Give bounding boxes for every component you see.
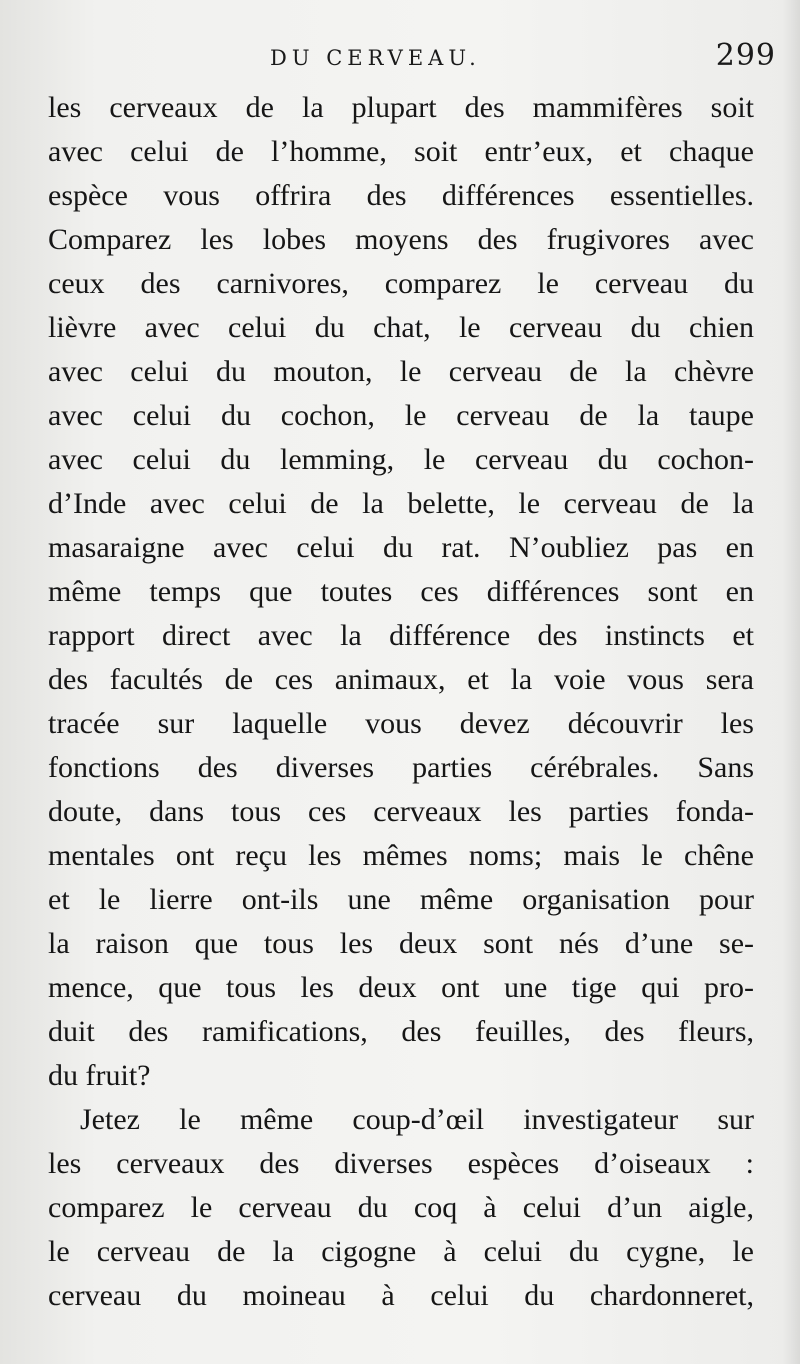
- text-line: tracée sur laquelle vous devez découvrir les: [48, 707, 754, 740]
- text-line: doute, dans tous ces cerveaux les parties fonda-: [48, 795, 754, 828]
- paragraph-2: [48, 1098, 754, 1318]
- page-number: 299: [715, 38, 776, 73]
- text-line: fonctions des diverses parties cérébrales. Sans: [48, 751, 754, 784]
- text-line: le cerveau de la cigogne à celui du cygne, le: [48, 1235, 754, 1268]
- text-line: des facultés de ces animaux, et la voie vous sera: [48, 663, 754, 696]
- text-line: mentales ont reçu les mêmes noms; mais le chêne: [48, 839, 754, 872]
- paragraph-1: [48, 86, 754, 1098]
- text-line: d’Inde avec celui de la belette, le cerveau de la: [48, 487, 754, 520]
- text-line: espèce vous offrira des différences essentielles.: [48, 179, 754, 212]
- text-line: rapport direct avec la différence des instincts et: [48, 619, 754, 652]
- text-line: masaraigne avec celui du rat. N’oubliez pas en: [48, 531, 754, 564]
- text-line: cerveau du moineau à celui du chardonneret,: [48, 1279, 754, 1312]
- text-line: avec celui du cochon, le cerveau de la taupe: [48, 399, 754, 432]
- text-line: Jetez le même coup-d’œil investigateur sur: [80, 1103, 754, 1136]
- running-head: DU CERVEAU.: [270, 46, 481, 70]
- text-line: duit des ramifications, des feuilles, des fleurs,: [48, 1015, 754, 1048]
- page-edge-shadow: [782, 0, 800, 1364]
- text-line: les cerveaux des diverses espèces d’oiseaux :: [48, 1147, 754, 1180]
- page-header: [48, 38, 776, 82]
- body-text: [48, 86, 754, 1318]
- text-line: même temps que toutes ces différences sont en: [48, 575, 754, 608]
- text-line: et le lierre ont-ils une même organisation pour: [48, 883, 754, 916]
- text-line: avec celui de l’homme, soit entr’eux, et chaque: [48, 135, 754, 168]
- text-line: avec celui du lemming, le cerveau du cochon-: [48, 443, 754, 476]
- text-line: lièvre avec celui du chat, le cerveau du chien: [48, 311, 754, 344]
- text-line: comparez le cerveau du coq à celui d’un aigle,: [48, 1191, 754, 1224]
- text-line: la raison que tous les deux sont nés d’une se-: [48, 927, 754, 960]
- text-line: mence, que tous les deux ont une tige qui pro-: [48, 971, 754, 1004]
- text-line: avec celui du mouton, le cerveau de la chèvre: [48, 355, 754, 388]
- text-line: les cerveaux de la plupart des mammifères soit: [48, 91, 754, 124]
- text-line: Comparez les lobes moyens des frugivores avec: [48, 223, 754, 256]
- text-line: ceux des carnivores, comparez le cerveau du: [48, 267, 754, 300]
- text-line: du fruit?: [48, 1059, 151, 1092]
